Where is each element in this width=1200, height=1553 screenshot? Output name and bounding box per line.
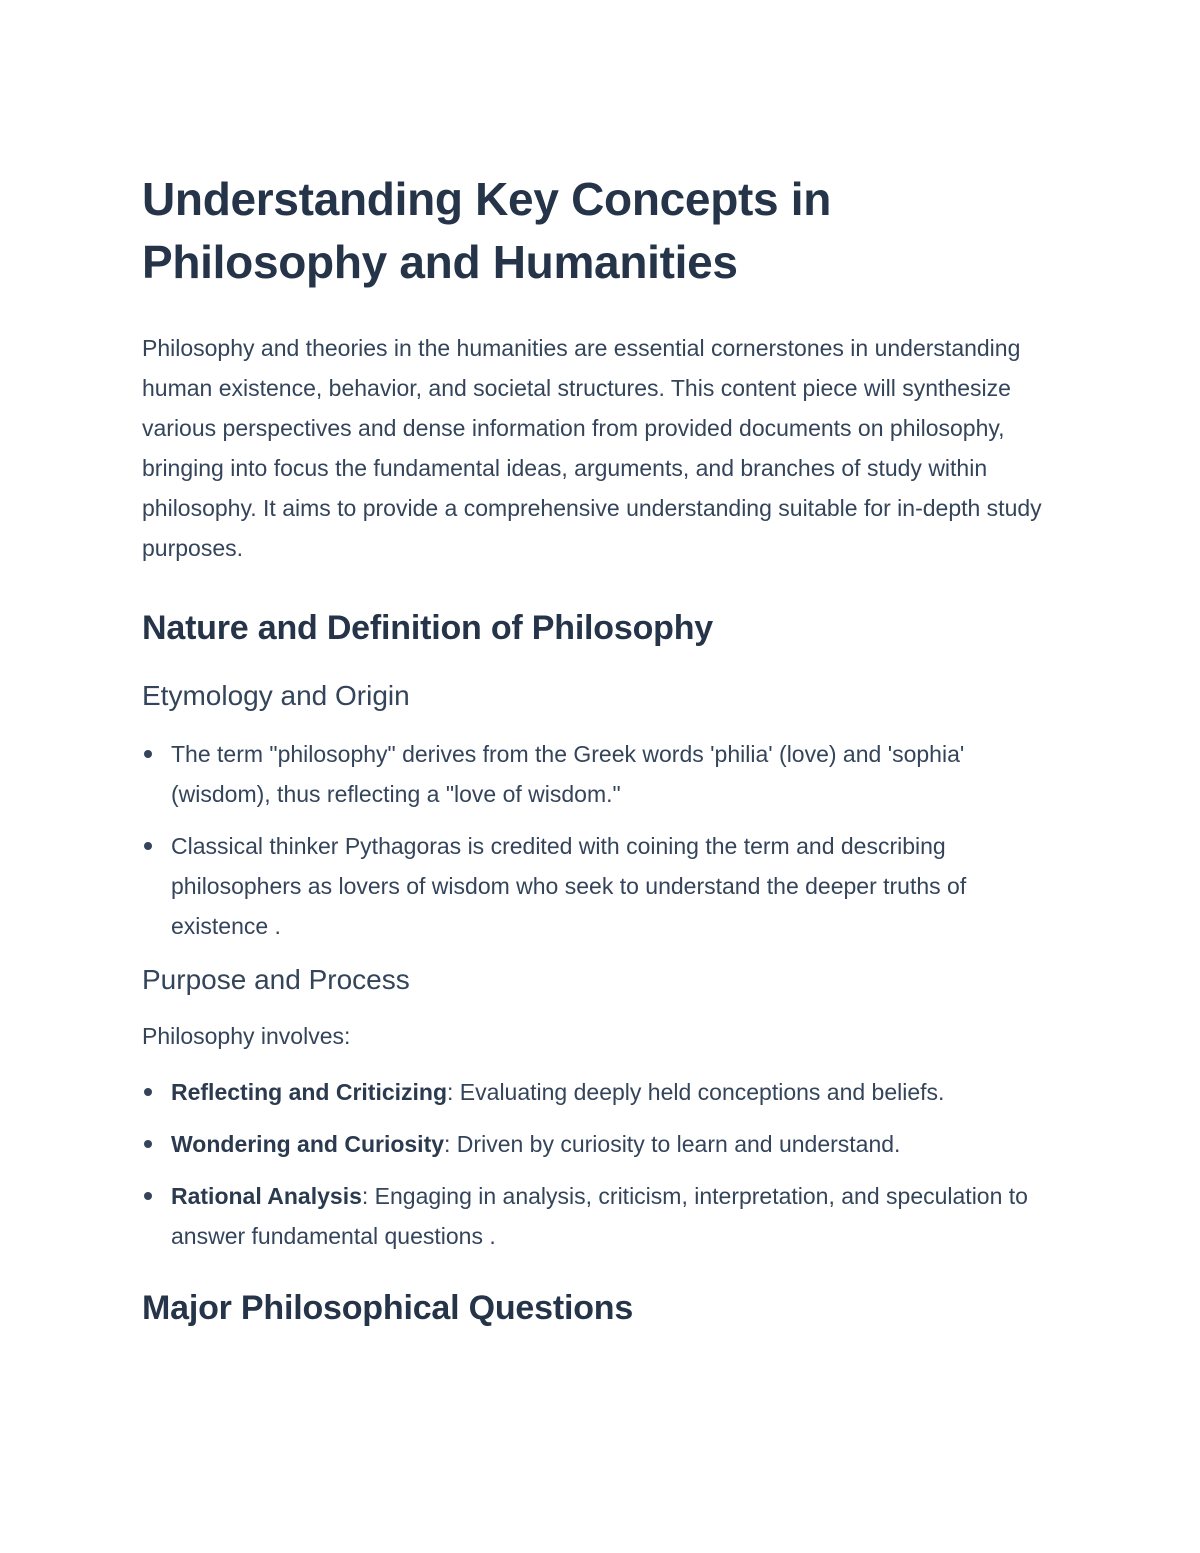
list-item (142, 1124, 1062, 1164)
list-item-text: The term "philosophy" derives from the Greek words 'philia' (love) and 'sophia' (wisdom), thus reflecting a "love of wisdom." (171, 741, 965, 807)
list-item-term: Rational Analysis (171, 1183, 362, 1209)
purpose-list (142, 1072, 1062, 1256)
document-page (142, 168, 1062, 1330)
list-item (142, 826, 1062, 946)
bullet-icon (144, 1140, 152, 1148)
document-title: Understanding Key Concepts in Philosophy and Humanities (142, 173, 832, 288)
bullet-icon (144, 1192, 152, 1200)
list-item-text: : Driven by curiosity to learn and understand. (444, 1131, 901, 1157)
bullet-icon (144, 842, 152, 850)
bullet-icon (144, 1088, 152, 1096)
etymology-list (142, 734, 1062, 946)
section-heading-major-questions: Major Philosophical Questions (142, 1289, 634, 1327)
list-item (142, 1176, 1062, 1256)
list-item-term: Wondering and Curiosity (171, 1131, 445, 1157)
purpose-lead-text: Philosophy involves: (142, 1023, 351, 1049)
list-item-text: Classical thinker Pythagoras is credited with coining the term and describing philosophers as lovers of wisdom who seek to understand the deeper truths of existence . (171, 833, 967, 939)
section-heading-nature-definition: Nature and Definition of Philosophy (142, 609, 714, 647)
subheading-purpose-process: Purpose and Process (142, 964, 410, 995)
subheading-etymology-origin: Etymology and Origin (142, 680, 410, 711)
list-item-term: Reflecting and Criticizing (171, 1079, 448, 1105)
list-item (142, 734, 1062, 814)
list-item-text: : Evaluating deeply held conceptions and beliefs. (447, 1079, 945, 1105)
list-item-text: : Engaging in analysis, criticism, interpretation, and speculation to answer fundamental questions . (171, 1183, 1028, 1249)
intro-paragraph: Philosophy and theories in the humanities are essential cornerstones in understanding human existence, behavior, and societal structures. This content piece will synthesize various perspectives and dense information from provided documents on philosophy, bringing into focus the fundamental ideas, arguments, and branches of study within philosophy. It aims to provide a comprehensive understanding suitable for in-depth study purposes. (142, 335, 1042, 561)
bullet-icon (144, 750, 152, 758)
list-item (142, 1072, 1062, 1112)
